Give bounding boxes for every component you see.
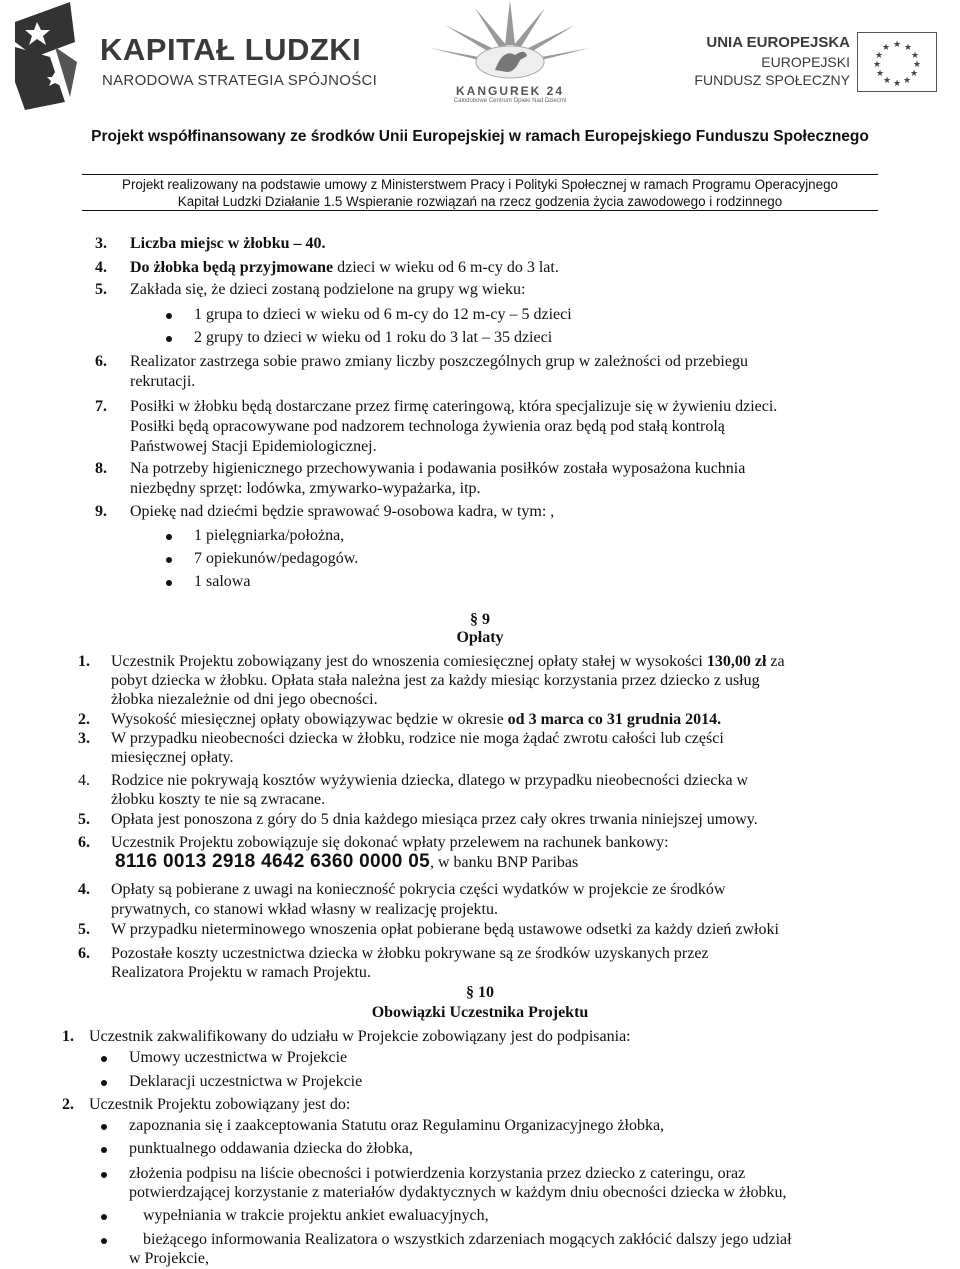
bullet-icon — [101, 1238, 107, 1244]
list-item-text: Wysokość miesięcznej opłaty obowiązywac będzie w okresie od 3 marca co 31 grudnia 2014. — [111, 711, 722, 728]
contract-line-2: Kapitał Ludzki Działanie 1.5 Wspieranie rozwiązań na rzecz godzenia życia zawodowego i rodzinnego — [177, 194, 783, 209]
list-number: 6. — [78, 945, 90, 962]
list-item-text: Opiekę nad dziećmi będzie sprawować 9-osobowa kadra, w tym: , — [130, 503, 555, 520]
list-item-text: W przypadku nieobecności dziecka w żłobku, rodzice nie moga żądać zwrotu całości lub części — [111, 730, 724, 747]
bullet-text: punktualnego oddawania dziecka do żłobka, — [129, 1140, 413, 1157]
list-number: 2. — [78, 711, 90, 728]
bullet-icon — [101, 1147, 107, 1153]
bullet-text: zapoznania się i zaakceptowania Statutu oraz Regulaminu Organizacyjnego żłobka, — [129, 1117, 665, 1134]
list-item-text: Uczestnik Projektu zobowiązany jest do wnoszenia comiesięcznej opłaty stałej w wysokości 130,00 zł za — [111, 653, 785, 670]
list-item-text: Realizatora Projektu w ramach Projektu. — [111, 964, 371, 981]
svg-text:★: ★ — [892, 40, 902, 50]
kapital-ludzki-subtitle: NARODOWA STRATEGIA SPÓJNOŚCI — [102, 72, 378, 89]
kangurek-logo — [415, 0, 605, 112]
bullet-icon — [101, 1124, 107, 1130]
bullet-text: 1 pielęgniarka/położna, — [194, 527, 345, 544]
svg-text:★: ★ — [881, 43, 891, 53]
list-number: 3. — [78, 730, 90, 747]
bullet-icon — [166, 557, 172, 563]
bank-name: , w banku BNP Paribas — [429, 854, 579, 871]
eu-fund-line1: EUROPEJSKI — [761, 54, 850, 70]
list-number: 3. — [95, 235, 107, 252]
kapital-ludzki-emblem-icon — [15, 2, 95, 112]
bullet-text: w Projekcie, — [129, 1250, 209, 1267]
kapital-ludzki-logo — [15, 2, 378, 112]
project-cofinancing-line: Projekt współfinansowany ze środków Unii Europejskiej w ramach Europejskiego Funduszu Społecznego — [91, 128, 869, 145]
bullet-text: Umowy uczestnictwa w Projekcie — [129, 1049, 348, 1066]
list-item-text: niezbędny sprzęt: lodówka, zmywarko-wypażarka, itp. — [130, 480, 481, 497]
kangurek-tagline: Całodobowe Centrum Opieki Nad Dziećmi — [453, 98, 567, 104]
bullet-icon — [166, 580, 172, 586]
list-item-text: Uczestnik zakwalifikowany do udziału w Projekcie zobowiązany jest do podpisania: — [89, 1028, 631, 1045]
list-item-text: Uczestnik Projektu zobowiązuje się dokonać wpłaty przelewem na rachunek bankowy: — [111, 834, 669, 851]
list-number: 4. — [95, 259, 107, 276]
header-divider-top — [82, 174, 878, 175]
list-number: 1. — [62, 1028, 74, 1045]
list-number: 7. — [95, 398, 107, 415]
list-item-text: pobyt dziecka w żłobku. Opłata stała należna jest za każdy miesiąc korzystania przez dziecko z usług — [111, 672, 760, 689]
bullet-icon — [166, 336, 172, 342]
list-item-text: Państwowej Stacji Epidemiologicznej. — [130, 438, 377, 455]
svg-text:★: ★ — [909, 69, 919, 79]
bullet-icon — [101, 1056, 107, 1062]
list-item-text: Do żłobka będą przyjmowane dzieci w wieku od 6 m-cy do 3 lat. — [130, 259, 559, 276]
header-divider-bottom — [82, 210, 878, 211]
list-number: 5. — [78, 921, 90, 938]
bullet-text: wypełniania w trakcie projektu ankiet ewaluacyjnych, — [143, 1207, 489, 1224]
eu-logo — [695, 30, 945, 105]
bullet-icon — [166, 313, 172, 319]
bullet-icon — [101, 1080, 107, 1086]
list-item-text: miesięcznej opłaty. — [111, 749, 234, 766]
bullet-text: Deklaracji uczestnictwa w Projekcie — [129, 1073, 363, 1090]
svg-text:★: ★ — [872, 60, 882, 70]
eu-title: UNIA EUROPEJSKA — [706, 34, 850, 51]
project-contract-info — [0, 176, 960, 210]
bullet-icon — [101, 1172, 107, 1178]
list-item-text: Zakłada się, że dzieci zostaną podzielone na grupy wg wieku: — [130, 281, 526, 298]
list-number: 4. — [78, 881, 90, 898]
list-item-text: Rodzice nie pokrywają kosztów wyżywienia dziecka, dlatego w przypadku nieobecności dziecka w — [111, 772, 749, 789]
bullet-text: potwierdzającej korzystanie z materiałów dydaktycznych w każdym dniu obecności dziecka w żłobku, — [129, 1184, 787, 1201]
list-item-text: Na potrzeby higienicznego przechowywania i podawania posiłków została wyposażona kuchnia — [130, 460, 746, 477]
bullet-text: bieżącego informowania Realizatora o wszystkich zdarzeniach mogących zakłócić dalszy jego udział — [143, 1231, 792, 1248]
list-item-text: żłobka niezależnie od dni jego obecności. — [111, 691, 378, 708]
bank-account — [115, 852, 578, 872]
bullet-text: 1 grupa to dzieci w wieku od 6 m-cy do 12 m-cy – 5 dzieci — [194, 306, 572, 323]
bullet-icon — [101, 1214, 107, 1220]
list-item-text: Realizator zastrzega sobie prawo zmiany liczby poszczególnych grup w zależności od przebiegu — [130, 353, 748, 370]
svg-text:★: ★ — [882, 76, 892, 86]
bullet-text: 1 salowa — [194, 573, 251, 590]
list-number: 9. — [95, 503, 107, 520]
page-header — [0, 0, 960, 215]
svg-text:★: ★ — [902, 76, 912, 86]
list-item-text: Posiłki w żłobku będą dostarczane przez firmę cateringową, która specjalizuje się w żywieniu dzieci. — [130, 398, 778, 415]
contract-line-1: Projekt realizowany na podstawie umowy z Ministerstwem Pracy i Polityki Społecznej w ramach Programu Operacyjnego — [122, 177, 838, 192]
svg-text:★: ★ — [910, 51, 920, 61]
list-item-text: Uczestnik Projektu zobowiązany jest do: — [89, 1096, 351, 1113]
svg-text:★: ★ — [903, 43, 913, 53]
list-item-text: rekrutacji. — [130, 373, 196, 390]
list-number: 6. — [78, 834, 90, 851]
bullet-text: 2 grupy to dzieci w wieku od 1 roku do 3 lat – 35 dzieci — [194, 329, 553, 346]
kangurek-wordmark: KANGUREK 24 — [455, 84, 564, 98]
list-item-text: Pozostałe koszty uczestnictwa dziecka w żłobku pokrywane są ze środków uzyskanych przez — [111, 945, 709, 962]
eu-fund-line2: FUNDUSZ SPOŁECZNY — [694, 72, 850, 88]
list-number: 8. — [95, 460, 107, 477]
bullet-text: 7 opiekunów/pedagogów. — [194, 550, 359, 567]
section-9-number: § 9 — [470, 611, 490, 628]
list-item-text: Posiłki będą opracowywane pod nadzorem technologa żywienia oraz będą pod stałą kontrolą — [130, 418, 725, 435]
section-10-title: Obowiązki Uczestnika Projektu — [371, 1004, 589, 1021]
eu-flag-icon — [857, 32, 937, 92]
list-number: 4. — [78, 772, 90, 789]
kapital-ludzki-title: KAPITAŁ LUDZKI — [100, 32, 362, 67]
svg-text:★: ★ — [874, 51, 884, 61]
svg-text:★: ★ — [875, 69, 885, 79]
section-9-title: Opłaty — [456, 629, 504, 646]
list-item-text: prywatnych, co stanowi wkład własny w realizację projektu. — [111, 901, 498, 918]
svg-text:★: ★ — [892, 79, 902, 89]
list-item-text: żłobku koszty te nie są zwracane. — [111, 791, 326, 808]
bank-account-number: 8116 0013 2918 4642 6360 0000 05 — [115, 851, 430, 872]
list-number: 1. — [78, 653, 90, 670]
list-item-text: Liczba miejsc w żłobku – 40. — [130, 235, 326, 252]
bullet-text: złożenia podpisu na liście obecności i potwierdzenia korzystania przez dziecko z cateringu, oraz — [129, 1165, 746, 1182]
list-number: 2. — [62, 1096, 74, 1113]
section-10-number: § 10 — [466, 984, 494, 1001]
list-item-text: Opłata jest ponoszona z góry do 5 dnia każdego miesiąca przez cały okres trwania niniejszej umowy. — [111, 811, 758, 828]
bullet-icon — [166, 534, 172, 540]
list-number: 5. — [95, 281, 107, 298]
list-item-text: W przypadku nieterminowego wnoszenia opłat pobierane będą ustawowe odsetki za każdy dzień zwłoki — [111, 921, 779, 938]
list-number: 5. — [78, 811, 90, 828]
list-item-text: Opłaty są pobierane z uwagi na konieczność pokrycia części wydatków w projekcie ze środków — [111, 881, 726, 898]
kangaroo-sun-icon — [415, 0, 605, 84]
list-number: 6. — [95, 353, 107, 370]
svg-text:★: ★ — [912, 60, 922, 70]
